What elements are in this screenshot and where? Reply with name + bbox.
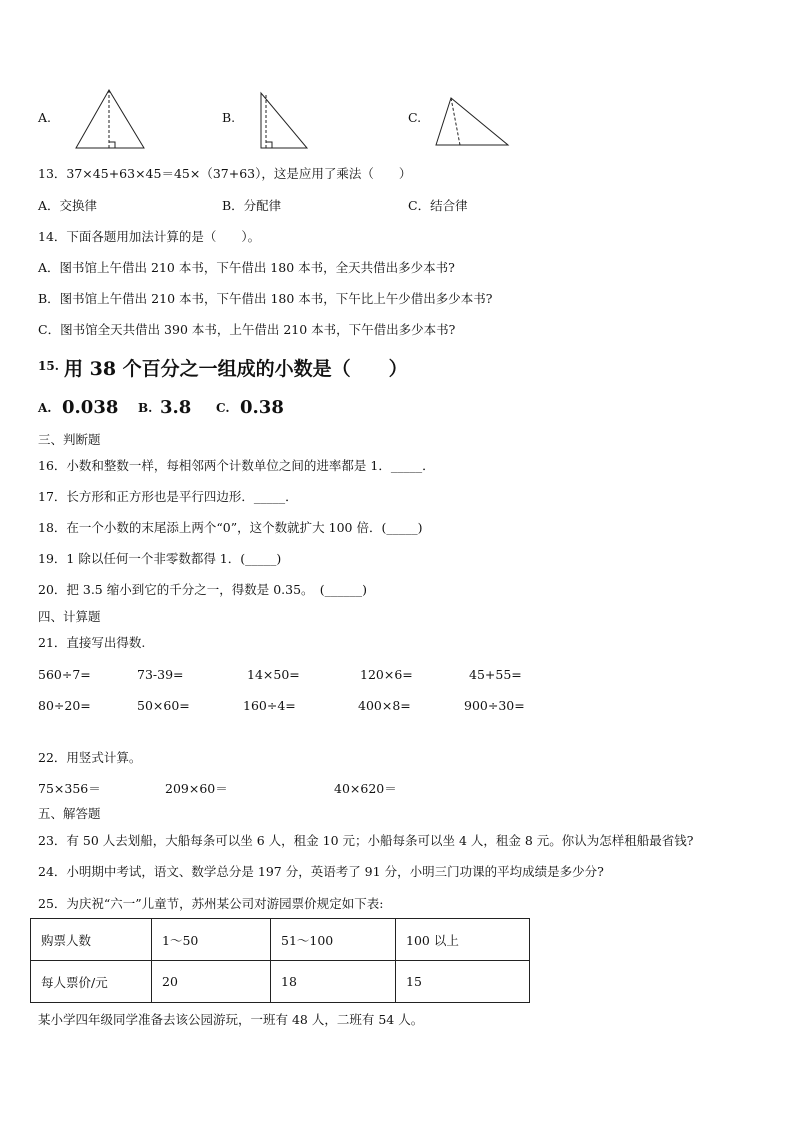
table-cell: 1～50 <box>152 919 271 961</box>
q19-text: 19．1 除以任何一个非零数都得 1．(_____) <box>38 551 282 566</box>
q22-item: 209×60＝ <box>165 781 228 796</box>
q21-item: 120×6= <box>360 667 413 682</box>
q14-option-a: A．图书馆上午借出 210 本书，下午借出 180 本书，全天共借出多少本书? <box>38 260 455 275</box>
figure-b-label: B. <box>222 110 236 125</box>
q13-option-b: B．分配律 <box>222 198 282 213</box>
triangle-c-figure <box>434 96 510 148</box>
q17-text: 17．长方形和正方形也是平行四边形．_____． <box>38 489 298 504</box>
q21-item: 73-39= <box>137 667 184 682</box>
q25-stem: 25．为庆祝“六一”儿童节，苏州某公司对游园票价规定如下表: <box>38 896 384 911</box>
ticket-price-table <box>30 918 530 1003</box>
q21-stem: 21．直接写出得数. <box>38 635 146 650</box>
figure-a-label: A. <box>38 110 52 125</box>
q20-text: 20．把 3.5 缩小到它的千分之一，得数是 0.35。 (______) <box>38 582 368 597</box>
q15-option-b-letter: B. <box>138 401 153 415</box>
q21-item: 50×60= <box>137 698 190 713</box>
table-cell: 100 以上 <box>396 919 530 961</box>
q13-option-a: A．交换律 <box>38 198 98 213</box>
q13-option-c: C．结合律 <box>408 198 468 213</box>
q15-option-b-value: 3.8 <box>160 397 192 418</box>
q23-text: 23．有 50 人去划船，大船每条可以坐 6 人，租金 10 元；小船每条可以坐 4 人，租金 8 元。你认为怎样租船最省钱? <box>38 833 694 848</box>
q15-stem: 用 38 个百分之一组成的小数是（ ） <box>64 358 408 380</box>
table-cell: 20 <box>152 961 271 1003</box>
q14-option-c: C．图书馆全天共借出 390 本书，上午借出 210 本书，下午借出多少本书? <box>38 322 456 337</box>
q14-stem: 14．下面各题用加法计算的是（ ）。 <box>38 229 261 244</box>
q18-text: 18．在一个小数的末尾添上两个“0”，这个数就扩大 100 倍．(_____) <box>38 520 423 535</box>
q15-option-a-letter: A. <box>38 401 52 415</box>
q21-item: 400×8= <box>358 698 411 713</box>
q21-item: 900÷30= <box>464 698 525 713</box>
q15-option-c-value: 0.38 <box>240 397 284 418</box>
q21-item: 160÷4= <box>243 698 296 713</box>
table-cell: 购票人数 <box>31 919 152 961</box>
q22-stem: 22．用竖式计算。 <box>38 750 142 765</box>
q13-stem: 13．37×45+63×45＝45×（37+63），这是应用了乘法（ ） <box>38 166 412 181</box>
section5-title: 五、解答题 <box>38 806 101 821</box>
q16-text: 16．小数和整数一样，每相邻两个计数单位之间的进率都是 1．_____． <box>38 458 435 473</box>
q21-item: 45+55= <box>469 667 522 682</box>
table-cell: 18 <box>271 961 396 1003</box>
table-row <box>31 919 530 961</box>
q21-item: 14×50= <box>247 667 300 682</box>
q15-option-a-value: 0.038 <box>62 397 119 418</box>
q15-number: 15. <box>38 359 59 373</box>
triangle-a-figure <box>74 88 146 150</box>
triangle-b-figure <box>258 91 310 151</box>
section4-title: 四、计算题 <box>38 609 101 624</box>
q21-item: 80÷20= <box>38 698 91 713</box>
section3-title: 三、判断题 <box>38 432 101 447</box>
table-cell: 15 <box>396 961 530 1003</box>
q25-note: 某小学四年级同学准备去该公园游玩，一班有 48 人，二班有 54 人。 <box>38 1012 424 1027</box>
q22-item: 40×620＝ <box>334 781 397 796</box>
q21-item: 560÷7= <box>38 667 91 682</box>
q15-option-c-letter: C. <box>216 401 230 415</box>
table-cell: 每人票价/元 <box>31 961 152 1003</box>
q14-option-b: B．图书馆上午借出 210 本书，下午借出 180 本书，下午比上午少借出多少本书? <box>38 291 493 306</box>
table-cell: 51～100 <box>271 919 396 961</box>
q24-text: 24．小明期中考试，语文、数学总分是 197 分，英语考了 91 分，小明三门功课的平均成绩是多少分? <box>38 864 604 879</box>
q22-item: 75×356＝ <box>38 781 101 796</box>
table-row <box>31 961 530 1003</box>
figure-c-label: C. <box>408 110 422 125</box>
